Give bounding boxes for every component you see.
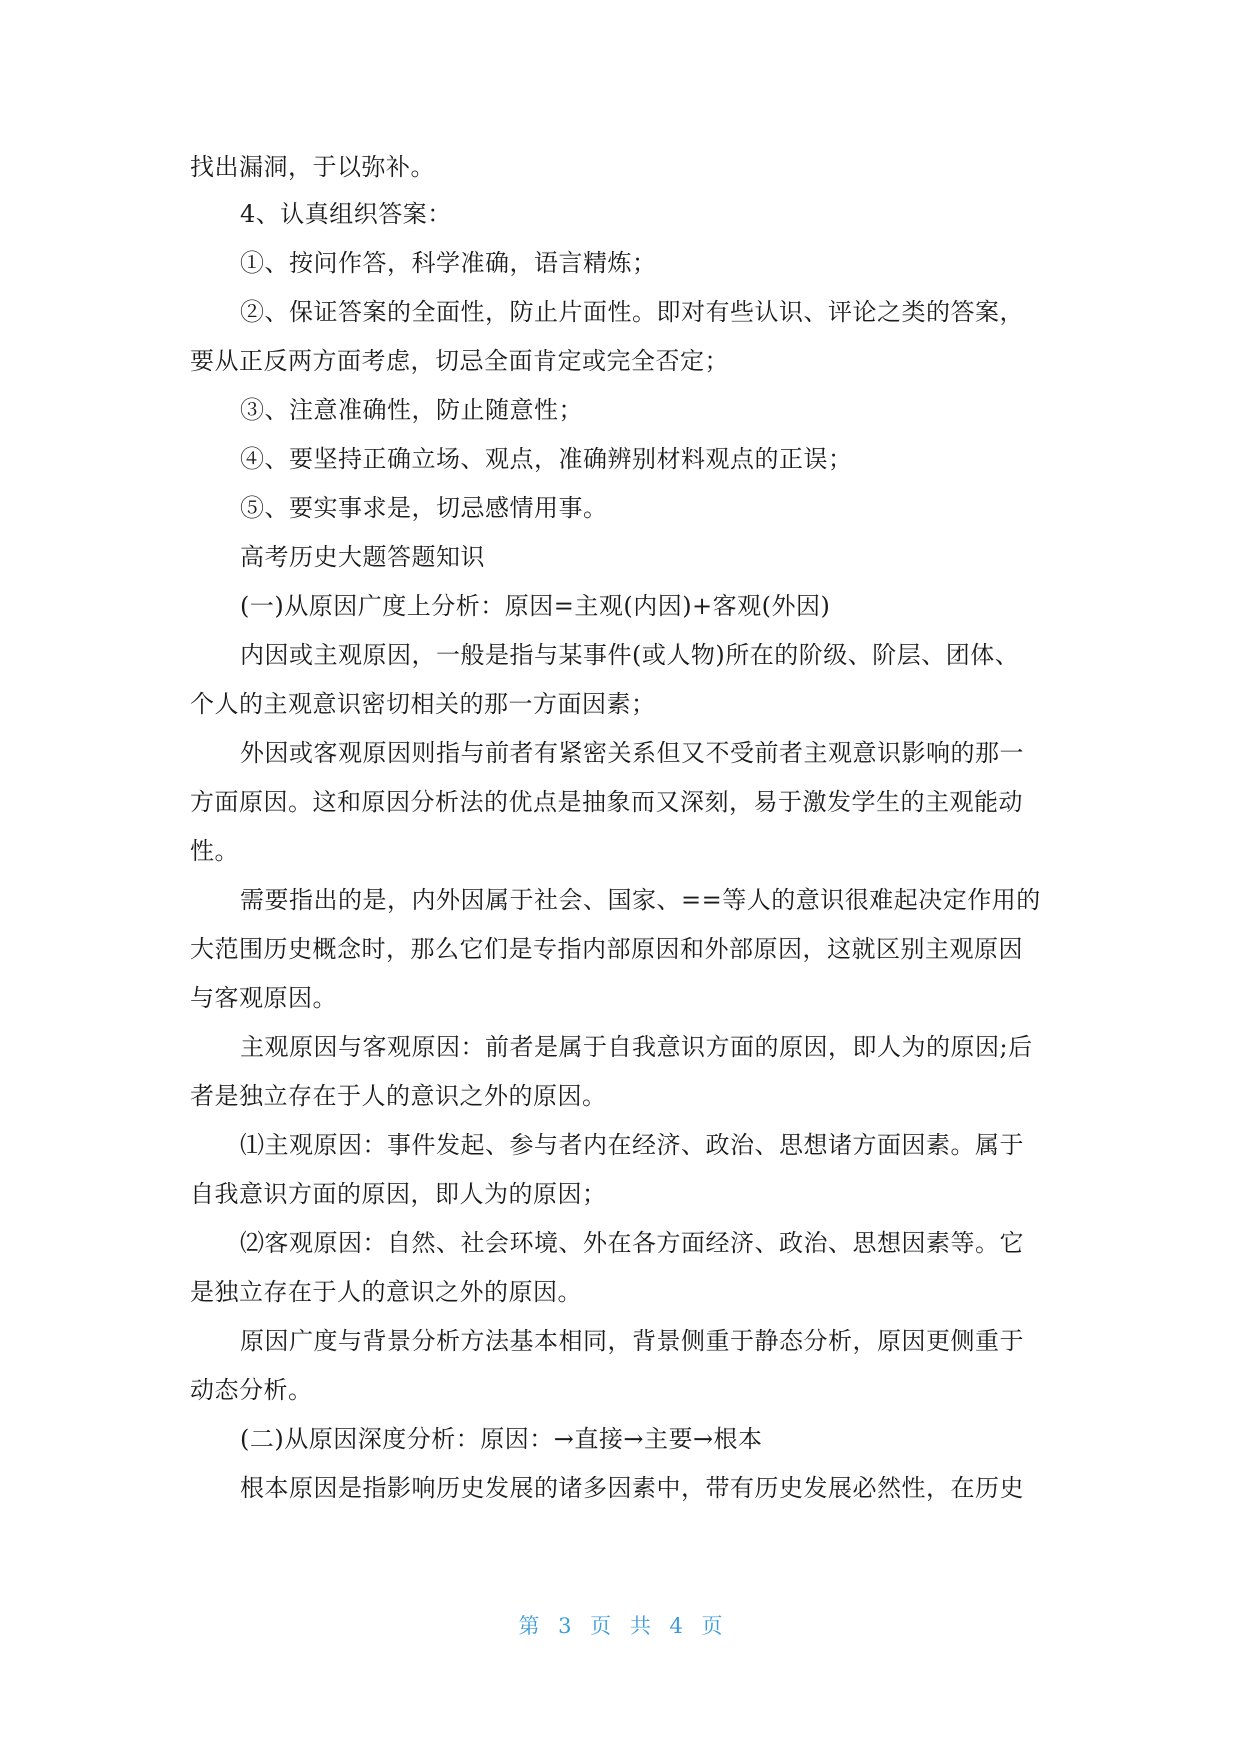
text-line: 方面原因。这和原因分析法的优点是抽象而又深刻，易于激发学生的主观能动 [190,788,1023,816]
text-line: 根本原因是指影响历史发展的诸多因素中，带有历史发展必然性，在历史 [240,1474,1024,1502]
text-line: 自我意识方面的原因，即人为的原因； [190,1180,607,1208]
text-line: 者是独立存在于人的意识之外的原因。 [190,1082,607,1110]
text-line: 性。 [190,837,239,865]
text-line: 要从正反两方面考虑，切忌全面肯定或完全否定； [190,347,729,375]
text-line: ⑴主观原因：事件发起、参与者内在经济、政治、思想诸方面因素。属于 [240,1131,1024,1159]
text-line: 内因或主观原因，一般是指与某事件(或人物)所在的阶级、阶层、团体、 [240,641,1020,669]
page-number-footer: 第 3 页 共 4 页 [518,1614,723,1638]
section-heading: 高考历史大题答题知识 [240,543,485,571]
text-line: ④、要坚持正确立场、观点，准确辨别材料观点的正误； [240,445,853,473]
text-line: 外因或客观原因则指与前者有紧密关系但又不受前者主观意识影响的那一 [240,739,1024,767]
text-line: 动态分析。 [190,1376,313,1404]
text-line: (二)从原因深度分析：原因：→直接→主要→根本 [240,1425,763,1453]
text-line: ②、保证答案的全面性，防止片面性。即对有些认识、评论之类的答案， [240,298,1024,326]
text-line: 需要指出的是，内外因属于社会、国家、==等人的意识很难起决定作用的 [240,886,1041,914]
text-line: 是独立存在于人的意识之外的原因。 [190,1278,582,1306]
text-line: ①、按问作答，科学准确，语言精炼； [240,249,657,277]
text-line: 原因广度与背景分析方法基本相同，背景侧重于静态分析，原因更侧重于 [240,1327,1024,1355]
text-line: (一)从原因广度上分析：原因=主观(内因)+客观(外因) [240,592,831,620]
text-line: 个人的主观意识密切相关的那一方面因素； [190,690,656,718]
text-line: ⑤、要实事求是，切忌感情用事。 [240,494,608,522]
text-line: ⑵客观原因：自然、社会环境、外在各方面经济、政治、思想因素等。它 [240,1229,1024,1257]
text-line: 大范围历史概念时，那么它们是专指内部原因和外部原因，这就区别主观原因 [190,935,1023,963]
text-line: ③、注意准确性，防止随意性； [240,396,583,424]
text-line: 找出漏洞，于以弥补。 [190,153,435,181]
text-line: 4、认真组织答案： [240,200,452,228]
text-line: 主观原因与客观原因：前者是属于自我意识方面的原因，即人为的原因;后 [240,1033,1033,1061]
text-line: 与客观原因。 [190,984,337,1012]
